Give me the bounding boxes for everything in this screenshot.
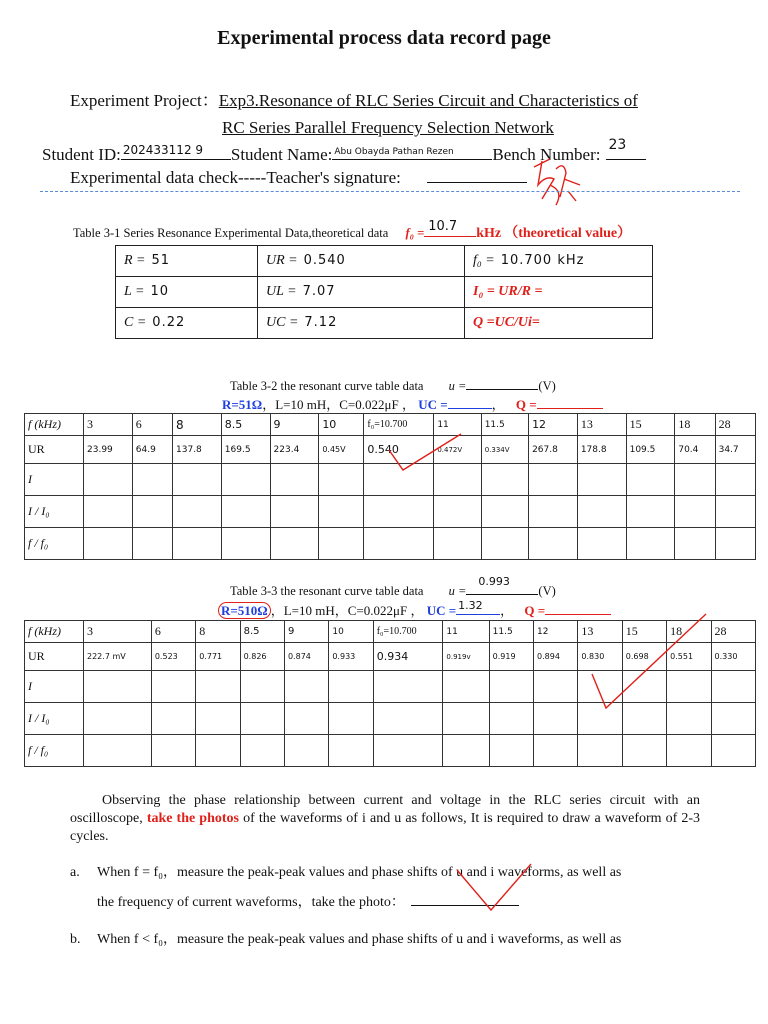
table2-header-cell: 12 [529,414,578,436]
table3-ur-cell: 0.933 [329,643,373,671]
table1-row [116,308,653,339]
table3-ur-cell: 0.330 [711,643,755,671]
table1-f0-value: 10.7 [428,219,458,234]
section-divider [40,191,740,192]
table3-header-cell: 10 [329,621,373,643]
table2-row-label: I [25,464,84,496]
table2-header-cell: 8.5 [221,414,270,436]
bench-value: 23 [608,137,627,153]
table2-q-field [537,394,603,409]
student-name-field [332,143,492,160]
item-b-marker: b. [70,932,81,947]
table2-params-rest: ，L=10 mH，C=0.022μF ， [262,397,415,412]
table3-uc-value: 1.32 [458,599,483,612]
item-a [70,860,710,885]
table2-ur-cell: 178.8 [577,436,626,464]
project-row [70,86,638,111]
table2-header-cell: 11.5 [481,414,528,436]
table2-ur-cell: 267.8 [529,436,578,464]
table2-header-cell: 13 [577,414,626,436]
table3-ur-cell: 0.874 [284,643,328,671]
table2-header-cell: 10 [319,414,364,436]
table3-u-label: u = [448,584,467,598]
table3-header-cell: 9 [284,621,328,643]
table3-u-field [466,575,538,595]
instructions-text-part2: of the waveforms of i and u as follows, It is required to draw a waveform of 2-3 cycles. [70,811,701,844]
table3-ur-cell: 0.919 [489,643,533,671]
table2-uc-field [448,394,492,409]
table2-ur-cell: 109.5 [626,436,675,464]
table3-caption: Table 3-3 the resonant curve table data [230,584,424,598]
table3-q-label: Q = [524,603,546,618]
bench-label: Bench Number: [492,145,601,164]
table2-ur-cell: 0.334V [481,436,528,464]
table2-header-cell: f₀=10.700 [364,414,434,436]
table3-row-label: f / f₀ [25,735,84,767]
instructions-paragraph [70,792,700,846]
table1-f0-note: （theoretical value） [504,226,632,241]
table3-ur-label: UR [25,643,84,671]
item-a-check-mark [455,862,535,914]
table2-header-cell: 6 [132,414,172,436]
table2-caption-row [230,373,556,394]
table1-caption: Table 3-1 Series Resonance Experimental Data,theoretical data [73,226,389,240]
table1-cell: UC = 7.12 [258,308,465,339]
table2-uc-label: UC = [418,397,448,412]
table3-header-cell: 15 [622,621,666,643]
student-name-value: Abu Obayda Pathan Rezen [334,147,454,157]
project-title-line1: Exp3.Resonance of RLC Series Circuit and Characteristics of [218,91,638,110]
table3-u-value: 0.993 [478,575,510,588]
table2-header-cell: 28 [715,414,755,436]
table1-f0-label: f₀ = [405,226,425,240]
table3-header-cell: 12 [534,621,578,643]
table3-r-param: R=510Ω [218,602,271,619]
table3-ur-cell: 0.551 [667,643,711,671]
table2-params: R=51Ω，L=10 mH，C=0.022μF ， UC = ， Q = [222,394,603,413]
table2-ur-cell: 70.4 [675,436,715,464]
table2-header-cell: 8 [173,414,222,436]
table3-header-cell: f₀=10.700 [373,621,443,643]
table2-header-cell: 3 [84,414,133,436]
table3-header-cell: 28 [711,621,755,643]
table1-f0-unit: kHz [476,226,502,241]
table3-header-cell: 13 [578,621,622,643]
table3-header-cell: 8 [196,621,240,643]
table2-u-field [466,373,538,390]
table3-header-cell: 6 [151,621,195,643]
table2-row-label: f / f₀ [25,528,84,560]
table1-cell: R = 51 [116,246,258,277]
table1-cell: UL = 7.07 [258,277,465,308]
table2-ur-label: UR [25,436,84,464]
table3-ur-cell: 0.826 [240,643,284,671]
table1-cell: C = 0.22 [116,308,258,339]
table1-row [116,246,653,277]
item-a-marker: a. [70,865,80,880]
table1-cell: I₀ = UR/R = [465,277,653,308]
project-title-line2: RC Series Parallel Frequency Selection Network [222,118,554,137]
table3-params-rest: ，L=10 mH，C=0.022μF ， [270,603,424,618]
teacher-check-row [70,166,527,188]
instructions-text-part1: Observing the phase relationship between current and voltage in the RLC series circuit with an oscilloscope, [70,793,700,826]
table2-ur-cell: 23.99 [84,436,133,464]
table2-q-label: Q = [515,397,537,412]
table2-ur-cell: 64.9 [132,436,172,464]
table3-row-label: I [25,671,84,703]
item-a-line2: the frequency of current waveforms，take the photo： [97,895,405,910]
table1-row [116,277,653,308]
table1-cell: f₀ = 10.700 kHz [465,246,653,277]
table2-header-cell: 11 [434,414,481,436]
table2-header-cell: 9 [270,414,319,436]
table3-header-cell: 8.5 [240,621,284,643]
table2-header-cell: 15 [626,414,675,436]
table3-u-unit: (V) [538,584,556,598]
table2-header-cell: f (kHz) [25,414,84,436]
bench-field [606,137,646,160]
table3-uc-field [456,600,500,615]
table1-cell: L = 10 [116,277,258,308]
table3-header-cell: 11.5 [489,621,533,643]
table2-row [25,496,756,528]
teacher-signature-mark [520,155,590,210]
table3-caption-row [230,575,556,599]
table3-header-cell: 18 [667,621,711,643]
teacher-check-label: Experimental data check-----Teacher's signature: [70,168,401,187]
table2-ur-cell: 34.7 [715,436,755,464]
table3-header-cell: f (kHz) [25,621,84,643]
item-a-line2-row [97,889,737,915]
student-id-field [121,143,231,160]
table2-u-label: u = [448,379,467,393]
table2-row-label: I / I₀ [25,496,84,528]
table3-uc-label: UC = [426,603,457,618]
table2-header-cell: 18 [675,414,715,436]
table3-row-label: I / I₀ [25,703,84,735]
student-id-value: 202433112 9 [122,143,204,157]
item-a-line1: When f = f₀，measure the peak-peak values and phase shifts of u and i waveforms, as well as [97,865,622,880]
table2-ur-cell: 223.4 [270,436,319,464]
table3-params: R=510Ω ，L=10 mH，C=0.022μF ， UC = 1.32 ， Q = [218,600,611,619]
project-label: Experiment Project： [70,91,219,110]
table2-check-mark [385,432,465,474]
student-name-label: Student Name: [230,145,333,164]
table2-u-unit: (V) [538,379,556,393]
table1-caption-row [73,220,631,242]
table3-ur-cell: 0.523 [151,643,195,671]
table3-check-mark [590,610,710,712]
table3-ur-cell: 0.894 [534,643,578,671]
table1-f0-field [424,220,476,237]
table3-ur-cell: 0.919v [443,643,489,671]
table3-ur-cell: 0.830 [578,643,622,671]
table3-ur-cell: 222.7 mV [84,643,152,671]
table2-caption: Table 3-2 the resonant curve table data [230,379,424,393]
table2-ur-cell: 0.472V [434,436,481,464]
table3-ur-cell: 0.698 [622,643,666,671]
instructions-highlight: take the photos [146,811,239,826]
table1-cell: Q =UC/Ui= [465,308,653,339]
table2-row [25,528,756,560]
table2-ur-cell: 169.5 [221,436,270,464]
table2-ur-cell: 0.45V [319,436,364,464]
table2-ur-cell: 0.540 [364,436,434,464]
table3-header-cell: 11 [443,621,489,643]
page-title: Experimental process data record page [217,27,551,49]
table2-ur-cell: 137.8 [173,436,222,464]
item-b [70,927,710,952]
student-id-label: Student ID: [42,145,121,164]
table3-header-cell: 3 [84,621,152,643]
table3-ur-cell: 0.771 [196,643,240,671]
table1-cell: UR = 0.540 [258,246,465,277]
item-b-line1: When f < f₀，measure the peak-peak values and phase shifts of u and i waveforms, as well as [97,932,622,947]
table2-r-param: R=51Ω [222,397,263,412]
table3-row [25,735,756,767]
table3-ur-cell: 0.934 [373,643,443,671]
table1 [115,245,653,339]
teacher-signature-field [427,166,527,183]
